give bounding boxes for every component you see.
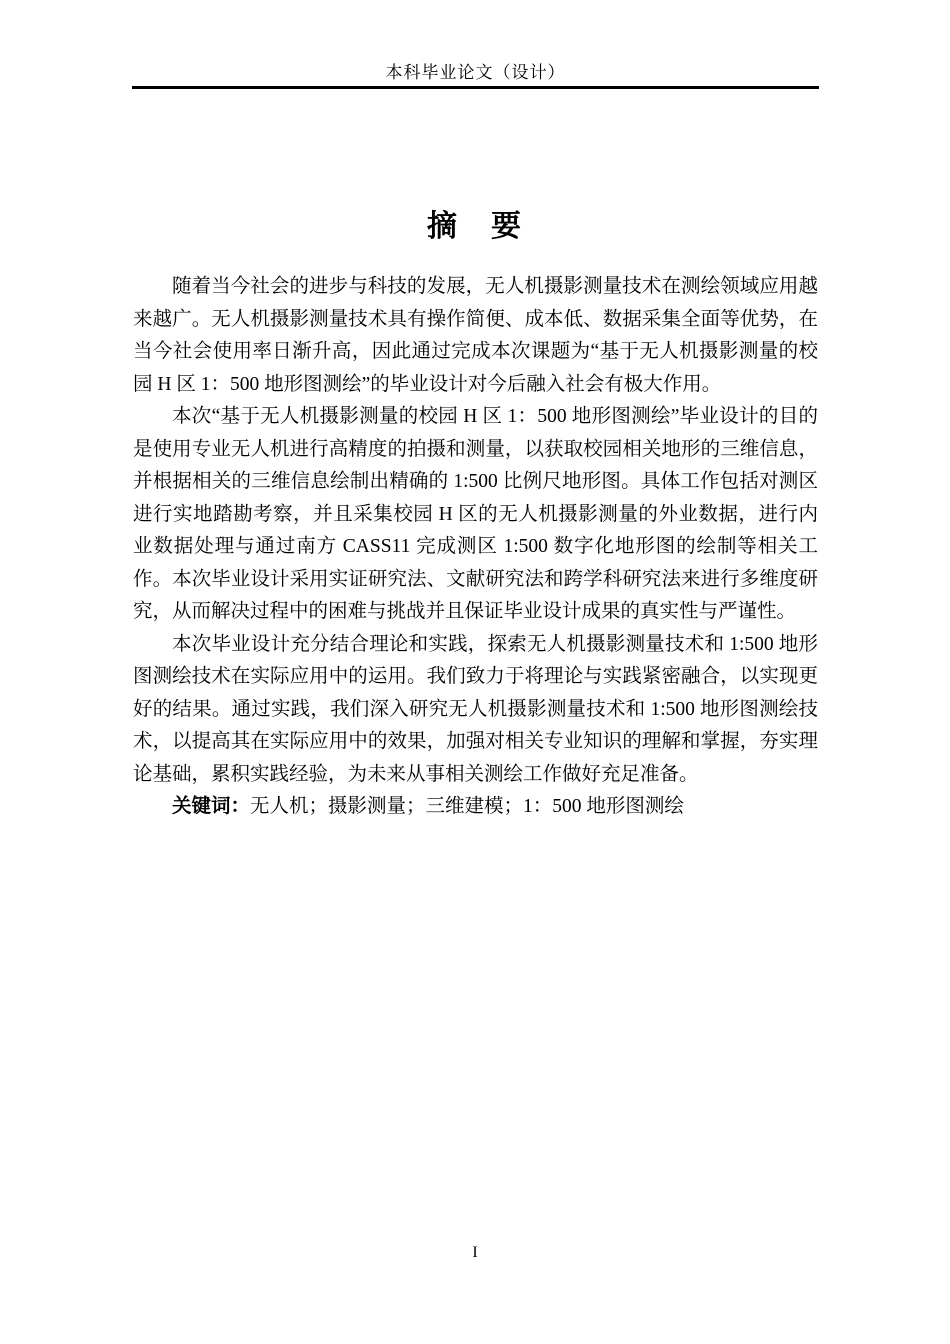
keywords-line: [133, 791, 818, 824]
keywords-label: 关键词：: [172, 796, 251, 817]
abstract-body: [133, 271, 818, 824]
abstract-paragraph: 本次“基于无人机摄影测量的校园 H 区 1：500 地形图测绘”毕业设计的目的是使用专业无人机进行高精度的拍摄和测量，以获取校园相关地形的三维信息，并根据相关的三维信息绘制出精确的 1:500 比例尺地形图。具体工作包括对测区进行实地踏勘考察，并且采集校园 H 区的无人机摄影测量的外业数据，进行内业数据处理与通过南方 CASS11 完成测区 1:500 数字化地形图的绘制等相关工作。本次毕业设计采用实证研究法、文献研究法和跨学科研究法来进行多维度研究，从而解决过程中的困难与挑战并且保证毕业设计成果的真实性与严谨性。: [133, 406, 818, 622]
page-number: I: [472, 1244, 478, 1261]
running-header: 本科毕业论文（设计）: [385, 63, 566, 82]
header-divider-rule: [132, 86, 819, 89]
abstract-paragraph: 本次毕业设计充分结合理论和实践，探索无人机摄影测量技术和 1:500 地形图测绘技术在实际应用中的运用。我们致力于将理论与实践紧密融合，以实现更好的结果。通过实践，我们深入研究无人机摄影测量技术和 1:500 地形图测绘技术，以提高其在实际应用中的效果，加强对相关专业知识的理解和掌握，夯实理论基础，累积实践经验，为未来从事相关测绘工作做好充足准备。: [133, 633, 818, 785]
keywords-text: 无人机；摄影测量；三维建模；1：500 地形图测绘: [250, 796, 684, 817]
page-title: 摘 要: [427, 210, 523, 243]
abstract-paragraph: 随着当今社会的进步与科技的发展，无人机摄影测量技术在测绘领域应用越来越广。无人机摄影测量技术具有操作简便、成本低、数据采集全面等优势，在当今社会使用率日渐升高，因此通过完成本次课题为“基于无人机摄影测量的校园 H 区 1：500 地形图测绘”的毕业设计对今后融入社会有极大作用。: [133, 276, 818, 395]
